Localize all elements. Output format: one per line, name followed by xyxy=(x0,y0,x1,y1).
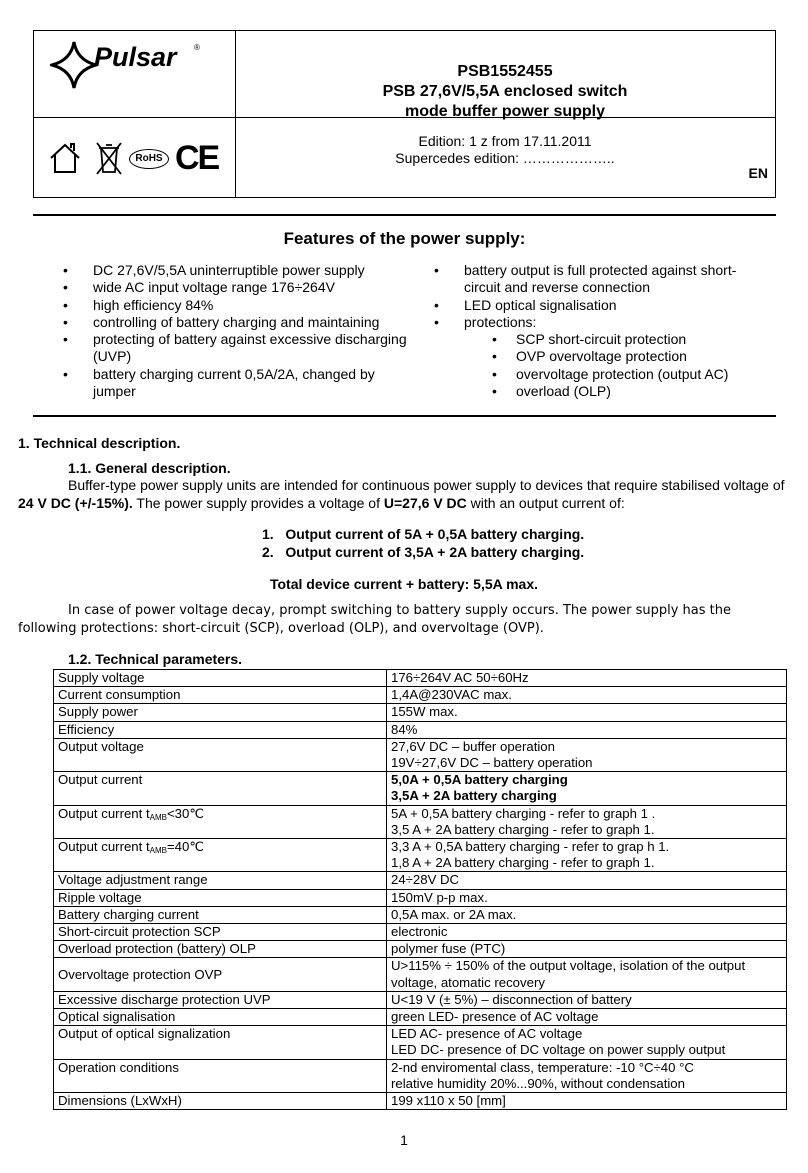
param-value-line: 1,8 A + 2A battery charging - refer to graph 1. xyxy=(391,855,655,871)
param-name-text: Output current t xyxy=(58,805,150,821)
param-value xyxy=(387,670,787,687)
list-item: • controlling of battery charging and maintaining xyxy=(63,314,408,331)
table-row xyxy=(54,738,787,771)
list-item: • wide AC input voltage range 176÷264V xyxy=(63,279,408,296)
param-name-text: <30℃ xyxy=(166,805,205,821)
general-description xyxy=(18,476,790,512)
model-number: PSB1552455 xyxy=(457,63,553,80)
output-option: 2. Output current of 3,5A + 2A battery charging. xyxy=(262,544,585,560)
list-item: • high efficiency 84% xyxy=(63,297,408,314)
param-value-line: 5,0A + 0,5A battery charging xyxy=(391,772,568,788)
param-name: Voltage adjustment range xyxy=(54,872,387,889)
table-row xyxy=(54,839,787,872)
para-text: with an output current of: xyxy=(466,495,625,511)
param-name: Output voltage xyxy=(54,738,387,771)
table-row xyxy=(54,670,787,687)
param-value xyxy=(387,805,787,838)
param-name: Supply power xyxy=(54,704,387,721)
param-value-line: 24÷28V DC xyxy=(391,872,460,888)
param-value xyxy=(387,1009,787,1026)
protections-list xyxy=(464,331,764,400)
ce-mark: CE xyxy=(175,139,219,177)
param-value-line: relative humidity 20%...90%, without condensation xyxy=(391,1075,685,1091)
subsection-heading: 1.2. Technical parameters. xyxy=(68,651,243,667)
protections-label: protections: xyxy=(464,313,537,330)
list-item: • OVP overvoltage protection xyxy=(464,348,764,365)
subsection-heading: 1.1. General description. xyxy=(68,460,231,476)
table-row xyxy=(54,958,787,991)
total-current: Total device current + battery: 5,5A max. xyxy=(269,576,539,592)
param-value-line: 3,5 A + 2A battery charging - refer to graph 1. xyxy=(391,821,655,837)
pulsar-logo xyxy=(50,40,210,95)
param-name: Optical signalisation xyxy=(54,1009,387,1026)
param-value-line: 155W max. xyxy=(391,704,458,720)
param-value xyxy=(387,906,787,923)
rule-bottom xyxy=(33,415,776,417)
param-value-line: LED DC- presence of DC voltage on power supply output xyxy=(391,1042,726,1058)
param-value-line: 3,5A + 2A battery charging xyxy=(391,788,557,804)
param-value-line: LED AC- presence of AC voltage xyxy=(391,1026,583,1042)
weee-bin-icon xyxy=(94,140,124,176)
list-item: • overvoltage protection (output AC) xyxy=(464,366,764,383)
table-row xyxy=(54,1009,787,1026)
output-options xyxy=(262,525,584,561)
protection-paragraph: In case of power voltage decay, prompt switching to battery supply occurs. The power supply has the following protections: short-circuit (SCP), overload (OLP), and overvoltage (OVP). xyxy=(18,603,731,636)
param-value-line: 0,5A max. or 2A max. xyxy=(391,906,517,922)
param-name-text: Output current t xyxy=(58,839,150,855)
param-name: Battery charging current xyxy=(54,906,387,923)
para-bold-text: 24 V DC (+/-15%). xyxy=(18,495,133,511)
param-value-line: U<19 V (± 5%) – disconnection of battery xyxy=(391,991,632,1007)
param-value xyxy=(387,738,787,771)
table-row xyxy=(54,872,787,889)
title-line-1: PSB 27,6V/5,5A enclosed switch xyxy=(382,83,628,100)
parameters-table xyxy=(53,669,787,1110)
para-text: The power supply provides a voltage of xyxy=(132,495,384,511)
param-name: Supply voltage xyxy=(54,670,387,687)
indoor-use-icon xyxy=(47,140,83,176)
page-number: 1 xyxy=(400,1132,408,1148)
param-name: Short-circuit protection SCP xyxy=(54,924,387,941)
table-row xyxy=(54,1093,787,1110)
logo-text: Pulsar xyxy=(94,42,177,72)
list-item: • battery charging current 0,5A/2A, changed by jumper xyxy=(63,366,408,401)
list-item: • overload (OLP) xyxy=(464,383,764,400)
param-value-line: 150mV p-p max. xyxy=(391,889,488,905)
param-value xyxy=(387,687,787,704)
para-text: Buffer-type power supply units are intended for continuous power supply to devices that require stabilised voltage of xyxy=(68,477,785,493)
param-value-line: 199 x110 x 50 [mm] xyxy=(391,1093,506,1109)
param-value xyxy=(387,1059,787,1092)
edition-info xyxy=(235,133,775,167)
table-row xyxy=(54,1059,787,1092)
document-title xyxy=(235,62,775,122)
output-option: 1. Output current of 5A + 0,5A battery charging. xyxy=(262,526,585,542)
param-value xyxy=(387,958,787,991)
para-bold-text: U=27,6 V DC xyxy=(383,495,467,511)
param-name-subscript: AMB xyxy=(149,846,167,856)
certification-icons xyxy=(47,140,227,178)
table-row xyxy=(54,704,787,721)
list-item: • SCP short-circuit protection xyxy=(464,331,764,348)
param-value-line: green LED- presence of AC voltage xyxy=(391,1009,599,1025)
param-value-line: 84% xyxy=(391,721,418,737)
list-item: • battery output is full protected against short-circuit and reverse connection xyxy=(434,262,764,297)
param-value xyxy=(387,1093,787,1110)
param-value xyxy=(387,704,787,721)
table-row xyxy=(54,805,787,838)
param-value xyxy=(387,839,787,872)
param-value-line: 2-nd enviromental class, temperature: -10 °C÷40 °C xyxy=(391,1059,694,1075)
logo-registered-mark: ® xyxy=(194,43,200,52)
param-value-line: 1,4A@230VAC max. xyxy=(391,687,512,703)
param-value-line: polymer fuse (PTC) xyxy=(391,941,506,957)
rule-top xyxy=(33,214,776,216)
param-value-line: 3,3 A + 0,5A battery charging - refer to grap h 1. xyxy=(391,839,670,855)
param-name xyxy=(54,805,387,838)
rohs-badge: RoHS xyxy=(129,149,169,169)
list-item: • DC 27,6V/5,5A uninterruptible power supply xyxy=(63,262,408,279)
pulsar-star-icon xyxy=(50,40,98,90)
param-value xyxy=(387,924,787,941)
features-list-left xyxy=(63,262,408,400)
param-value-line: electronic xyxy=(391,924,448,940)
features-list-right xyxy=(434,262,764,400)
list-item: • protecting of battery against excessive discharging (UVP) xyxy=(63,331,408,366)
section-heading: 1. Technical description. xyxy=(18,435,181,451)
table-row xyxy=(54,924,787,941)
list-item: • LED optical signalisation xyxy=(434,297,764,314)
param-value xyxy=(387,772,787,805)
table-row xyxy=(54,1026,787,1059)
table-row xyxy=(54,941,787,958)
param-value-line: 5A + 0,5A battery charging - refer to graph 1 . xyxy=(391,805,656,821)
param-name-text: =40℃ xyxy=(166,839,205,855)
param-value xyxy=(387,1026,787,1059)
table-row xyxy=(54,991,787,1008)
param-value xyxy=(387,721,787,738)
param-name: Dimensions (LxWxH) xyxy=(54,1093,387,1110)
param-value-line: 176÷264V AC 50÷60Hz xyxy=(391,670,529,685)
param-name: Excessive discharge protection UVP xyxy=(54,991,387,1008)
param-value xyxy=(387,941,787,958)
param-name: Operation conditions xyxy=(54,1059,387,1092)
table-row xyxy=(54,687,787,704)
features-title: Features of the power supply: xyxy=(283,229,526,248)
param-value xyxy=(387,991,787,1008)
language-code: EN xyxy=(748,165,768,181)
param-value-line: U>115% ÷ 150% of the output voltage, isolation of the output voltage, atomatic recovery xyxy=(391,958,746,990)
param-name: Output of optical signalization xyxy=(54,1026,387,1059)
param-value-line: 27,6V DC – buffer operation xyxy=(391,738,555,754)
table-row xyxy=(54,906,787,923)
list-item xyxy=(434,314,764,400)
param-name-subscript: AMB xyxy=(149,812,167,822)
param-name: Output current xyxy=(54,772,387,805)
param-name xyxy=(54,839,387,872)
param-name: Overload protection (battery) OLP xyxy=(54,941,387,958)
param-value xyxy=(387,872,787,889)
title-line-2: mode buffer power supply xyxy=(404,103,605,120)
param-value-line: 19V÷27,6V DC – battery operation xyxy=(391,755,593,771)
table-row xyxy=(54,772,787,805)
param-name: Current consumption xyxy=(54,687,387,704)
param-value xyxy=(387,889,787,906)
param-name: Efficiency xyxy=(54,721,387,738)
param-name: Ripple voltage xyxy=(54,889,387,906)
table-row xyxy=(54,721,787,738)
param-name: Overvoltage protection OVP xyxy=(54,958,387,991)
supercedes-text: Supercedes edition: ……………….. xyxy=(395,150,615,166)
edition-text: Edition: 1 z from 17.11.2011 xyxy=(418,133,592,149)
table-row xyxy=(54,889,787,906)
